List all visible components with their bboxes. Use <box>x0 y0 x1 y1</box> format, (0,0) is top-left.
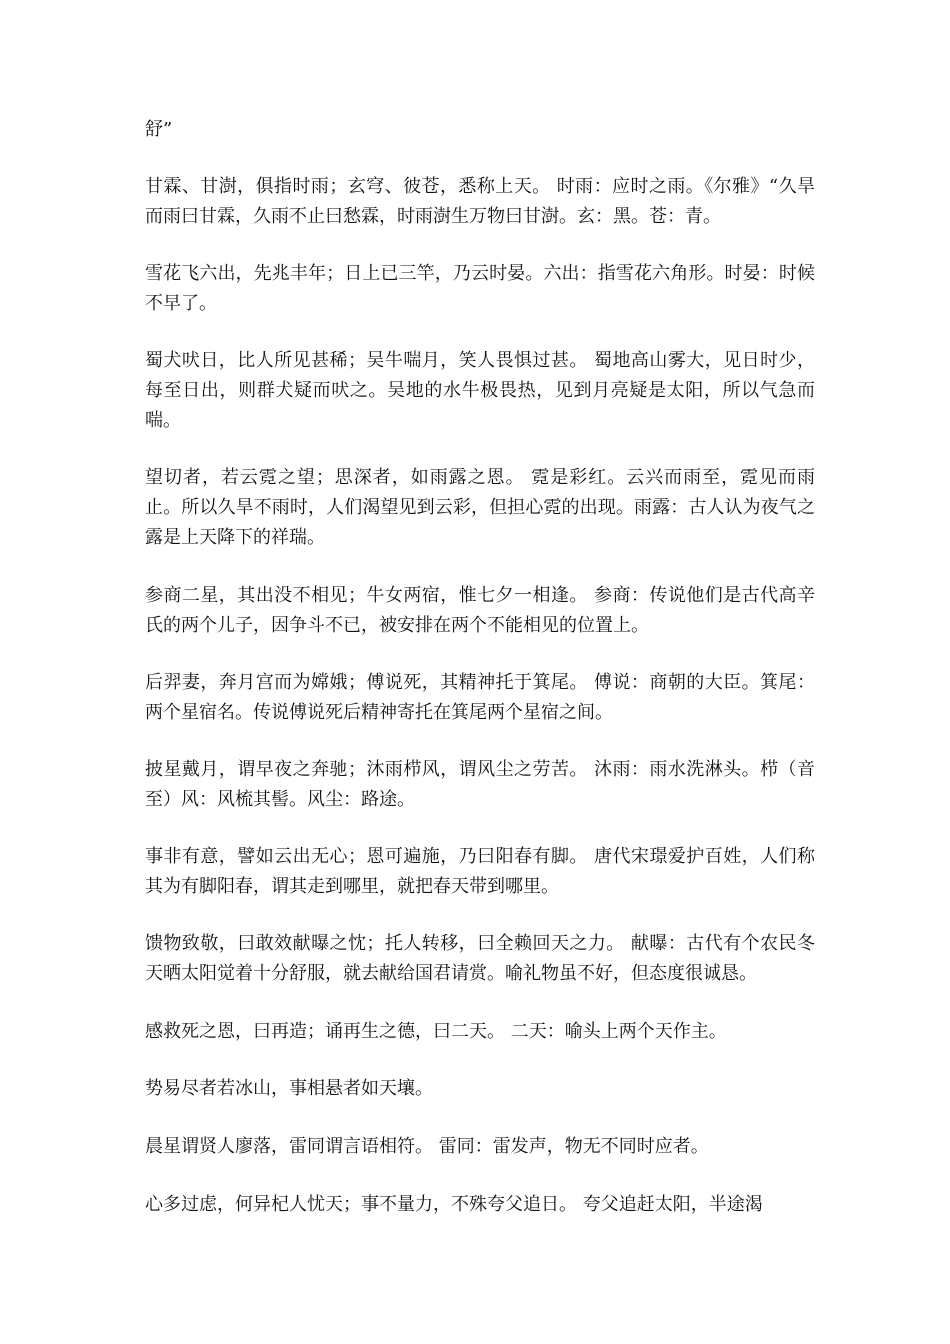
paragraph: 馈物致敬，曰敢效献曝之忱；托人转移，曰全赖回天之力。 献曝：古代有个农民冬天晒太阳觉着十分舒服，就去献给国君请赏。喻礼物虽不好，但态度很诚恳。 <box>145 933 815 984</box>
paragraph: 势易尽者若冰山，事相悬者如天壤。 <box>145 1078 433 1099</box>
paragraph: 望切者，若云霓之望；思深者，如雨露之恩。 霓是彩红。云兴而雨至，霓见而雨止。所以久旱不雨时，人们渴望见到云彩，但担心霓的出现。雨露：古人认为夜气之露是上天降下的祥瑞。 <box>145 467 815 548</box>
paragraph: 甘霖、甘澍，俱指时雨；玄穹、彼苍，悉称上天。 时雨：应时之雨。《尔雅》“久旱而雨曰甘霖，久雨不止曰愁霖，时雨澍生万物曰甘澍。玄：黑。苍：青。 <box>145 176 815 227</box>
paragraph: 参商二星，其出没不相见；牛女两宿，惟七夕一相逢。 参商：传说他们是古代高辛氏的两个儿子，因争斗不已，被安排在两个不能相见的位置上。 <box>145 585 815 636</box>
paragraph: 心多过虑，何异杞人忧天；事不量力，不殊夸父追日。 夸父追赶太阳，半途渴 <box>145 1194 763 1215</box>
paragraph: 感救死之恩，曰再造；诵再生之德，曰二天。 二天：喻头上两个天作主。 <box>145 1021 727 1042</box>
paragraph: 后羿妻，奔月宫而为嫦娥；傅说死，其精神托于箕尾。 傅说：商朝的大臣。箕尾：两个星宿名。传说傅说死后精神寄托在箕尾两个星宿之间。 <box>145 672 815 723</box>
paragraph: 舒” <box>145 119 173 140</box>
paragraph: 蜀犬吠日，比人所见甚稀；吴牛喘月，笑人畏惧过甚。 蜀地高山雾大，见日时少，每至日出，则群犬疑而吠之。吴地的水牛极畏热，见到月亮疑是太阳，所以气急而喘。 <box>145 350 815 431</box>
paragraph: 雪花飞六出，先兆丰年；日上已三竿，乃云时晏。六出：指雪花六角形。时晏：时候不早了。 <box>145 263 815 314</box>
paragraph: 晨星谓贤人廖落，雷同谓言语相符。 雷同：雷发声，物无不同时应者。 <box>145 1136 709 1157</box>
paragraph: 披星戴月，谓早夜之奔驰；沐雨栉风，谓风尘之劳苦。 沐雨：雨水洗淋头。栉（音至）风：风梳其髻。风尘：路途。 <box>145 759 815 810</box>
paragraph: 事非有意，譬如云出无心；恩可遍施，乃曰阳春有脚。 唐代宋璟爱护百姓，人们称其为有脚阳春，谓其走到哪里，就把春天带到哪里。 <box>145 846 815 897</box>
